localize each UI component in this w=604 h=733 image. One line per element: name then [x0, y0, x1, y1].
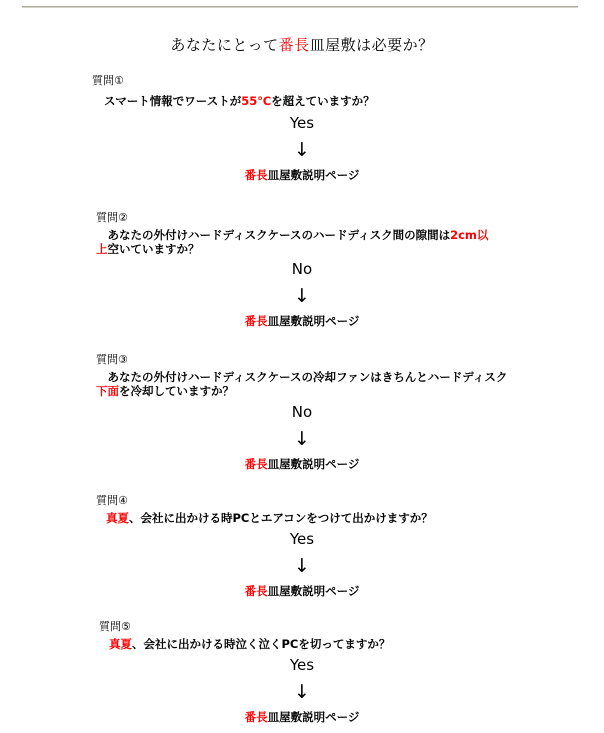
link-highlight[interactable]: 番長: [244, 457, 268, 471]
title-text-end: 皿屋敷は必要か？: [309, 36, 434, 54]
q2-text-post: 空いていますか？: [107, 242, 200, 256]
link-highlight[interactable]: 番長: [244, 314, 268, 328]
question-1-link[interactable]: [0, 167, 604, 183]
link-text[interactable]: 皿屋敷説明ページ: [267, 457, 360, 471]
question-5-text: [109, 637, 390, 651]
page-title: [0, 34, 604, 55]
down-arrow-icon: ↓: [294, 139, 310, 161]
question-2-text: [96, 228, 516, 256]
link-text[interactable]: 皿屋敷説明ページ: [267, 584, 360, 598]
q2-text-pre: あなたの外付けハードディスクケースのハードディスク間の隙間は: [96, 228, 451, 242]
question-5-label: 質問⑤: [99, 620, 131, 633]
down-arrow-icon: ↓: [294, 428, 310, 450]
question-5-answer: Yes: [289, 656, 315, 674]
question-2-label: 質問②: [96, 211, 128, 224]
question-5-link[interactable]: [0, 709, 604, 725]
question-4-label: 質問④: [96, 494, 128, 507]
down-arrow-icon: ↓: [294, 681, 310, 703]
down-arrow-icon: ↓: [294, 285, 310, 307]
question-1-text: [104, 94, 375, 108]
q4-highlight: 真夏: [106, 511, 129, 525]
q1-text-pre: スマート情報でワーストが: [104, 94, 242, 108]
title-text: あなたにとって: [170, 36, 279, 54]
link-highlight[interactable]: 番長: [244, 584, 268, 598]
q1-text-post: を超えていますか？: [271, 94, 375, 108]
link-text[interactable]: 皿屋敷説明ページ: [267, 314, 360, 328]
q5-text-post: 、会社に出かける時泣く泣くPCを切ってますか？: [132, 637, 391, 651]
link-highlight[interactable]: 番長: [244, 710, 268, 724]
q3-text-post: を冷却していますか？: [119, 384, 234, 398]
top-divider: [22, 6, 578, 8]
title-highlight: 番長: [278, 36, 310, 54]
q4-text-post: 、会社に出かける時PCとエアコンをつけて出かけますか？: [129, 511, 433, 525]
q2-highlight-2: 上: [96, 242, 108, 256]
question-2-answer: No: [291, 260, 313, 278]
link-highlight[interactable]: 番長: [244, 168, 268, 182]
q3-text-pre: あなたの外付けハードディスクケースの冷却ファンはきちんとハードディスク: [96, 370, 508, 384]
q1-highlight: 55℃: [241, 94, 272, 108]
question-1-label: 質問①: [92, 74, 124, 87]
q5-highlight: 真夏: [109, 637, 132, 651]
q2-highlight: 2cm以: [450, 228, 489, 242]
question-2-link[interactable]: [0, 313, 604, 329]
q3-highlight: 下面: [96, 384, 119, 398]
question-3-link[interactable]: [0, 456, 604, 472]
question-4-text: [106, 511, 433, 525]
question-4-link[interactable]: [0, 583, 604, 599]
question-3-label: 質問③: [96, 353, 128, 366]
question-1-answer: Yes: [289, 114, 315, 132]
question-3-answer: No: [291, 403, 313, 421]
question-4-answer: Yes: [289, 530, 315, 548]
link-text[interactable]: 皿屋敷説明ページ: [267, 710, 360, 724]
question-3-text: [96, 370, 516, 398]
down-arrow-icon: ↓: [294, 555, 310, 577]
link-text[interactable]: 皿屋敷説明ページ: [267, 168, 360, 182]
